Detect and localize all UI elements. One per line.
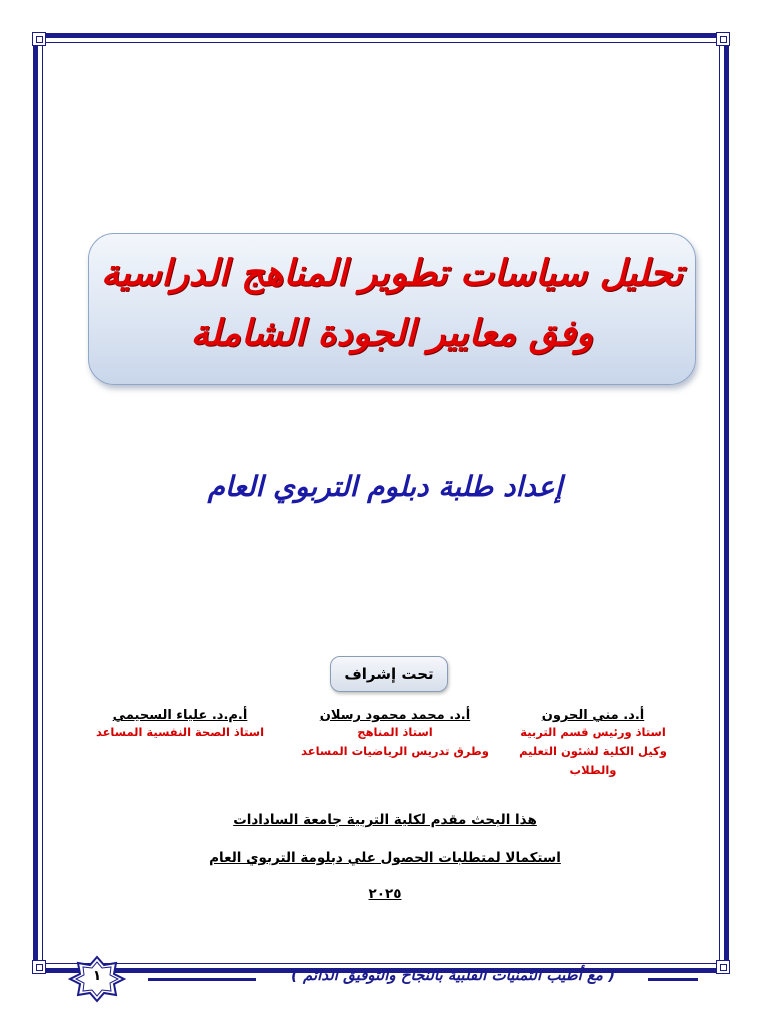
supervisor-name: أ.د. مني الحرون <box>541 708 645 723</box>
supervisor-role: استاذ الصحة النفسية المساعد <box>95 725 265 739</box>
title-line-1: تحليل سياسات تطوير المناهج الدراسية <box>101 252 683 294</box>
supervisor-name: أ.د. محمد محمود رسلان <box>319 708 471 723</box>
supervision-label: تحت إشراف <box>330 656 448 692</box>
corner-ornament-top-left <box>32 32 46 46</box>
page-number-badge <box>68 955 126 1003</box>
footer-rule-right <box>648 978 698 981</box>
supervisor-role: استاذ المناهج <box>357 725 433 739</box>
footer <box>58 966 708 992</box>
year: ٢٠٢٥ <box>368 886 402 902</box>
footer-message: ( مع أطيب التمنيات القلبية بالنجاح والتوفيق الدائم ) <box>290 966 616 984</box>
footer-rule-left <box>148 978 256 981</box>
page-number: ١ <box>92 968 102 984</box>
prepared-by: إعداد طلبة دبلوم التربوي العام <box>207 470 563 503</box>
corner-ornament-top-right <box>716 32 730 46</box>
corner-ornament-bottom-right <box>716 960 730 974</box>
supervisor-role: وكيل الكلية لشئون التعليم والطلاب <box>519 744 667 777</box>
supervisor-1 <box>498 708 688 780</box>
supervisor-role: استاذ ورئيس قسم التربية <box>520 725 666 739</box>
submission-statement: هذا البحث مقدم لكلية التربية جامعة السادادات <box>233 812 537 828</box>
corner-ornament-bottom-left <box>32 960 46 974</box>
supervisor-2 <box>300 708 490 761</box>
supervisor-name: أ.م.د. علياء السحيمي <box>112 708 248 723</box>
supervisor-3 <box>80 708 280 742</box>
title-line-2: وفق معايير الجودة الشاملة <box>190 312 594 354</box>
requirements-statement: استكمالا لمتطلبات الحصول علي دبلومة التربوي العام <box>209 850 561 866</box>
title-box <box>88 233 696 385</box>
supervisor-role: وطرق تدريس الرياضيات المساعد <box>301 744 489 758</box>
